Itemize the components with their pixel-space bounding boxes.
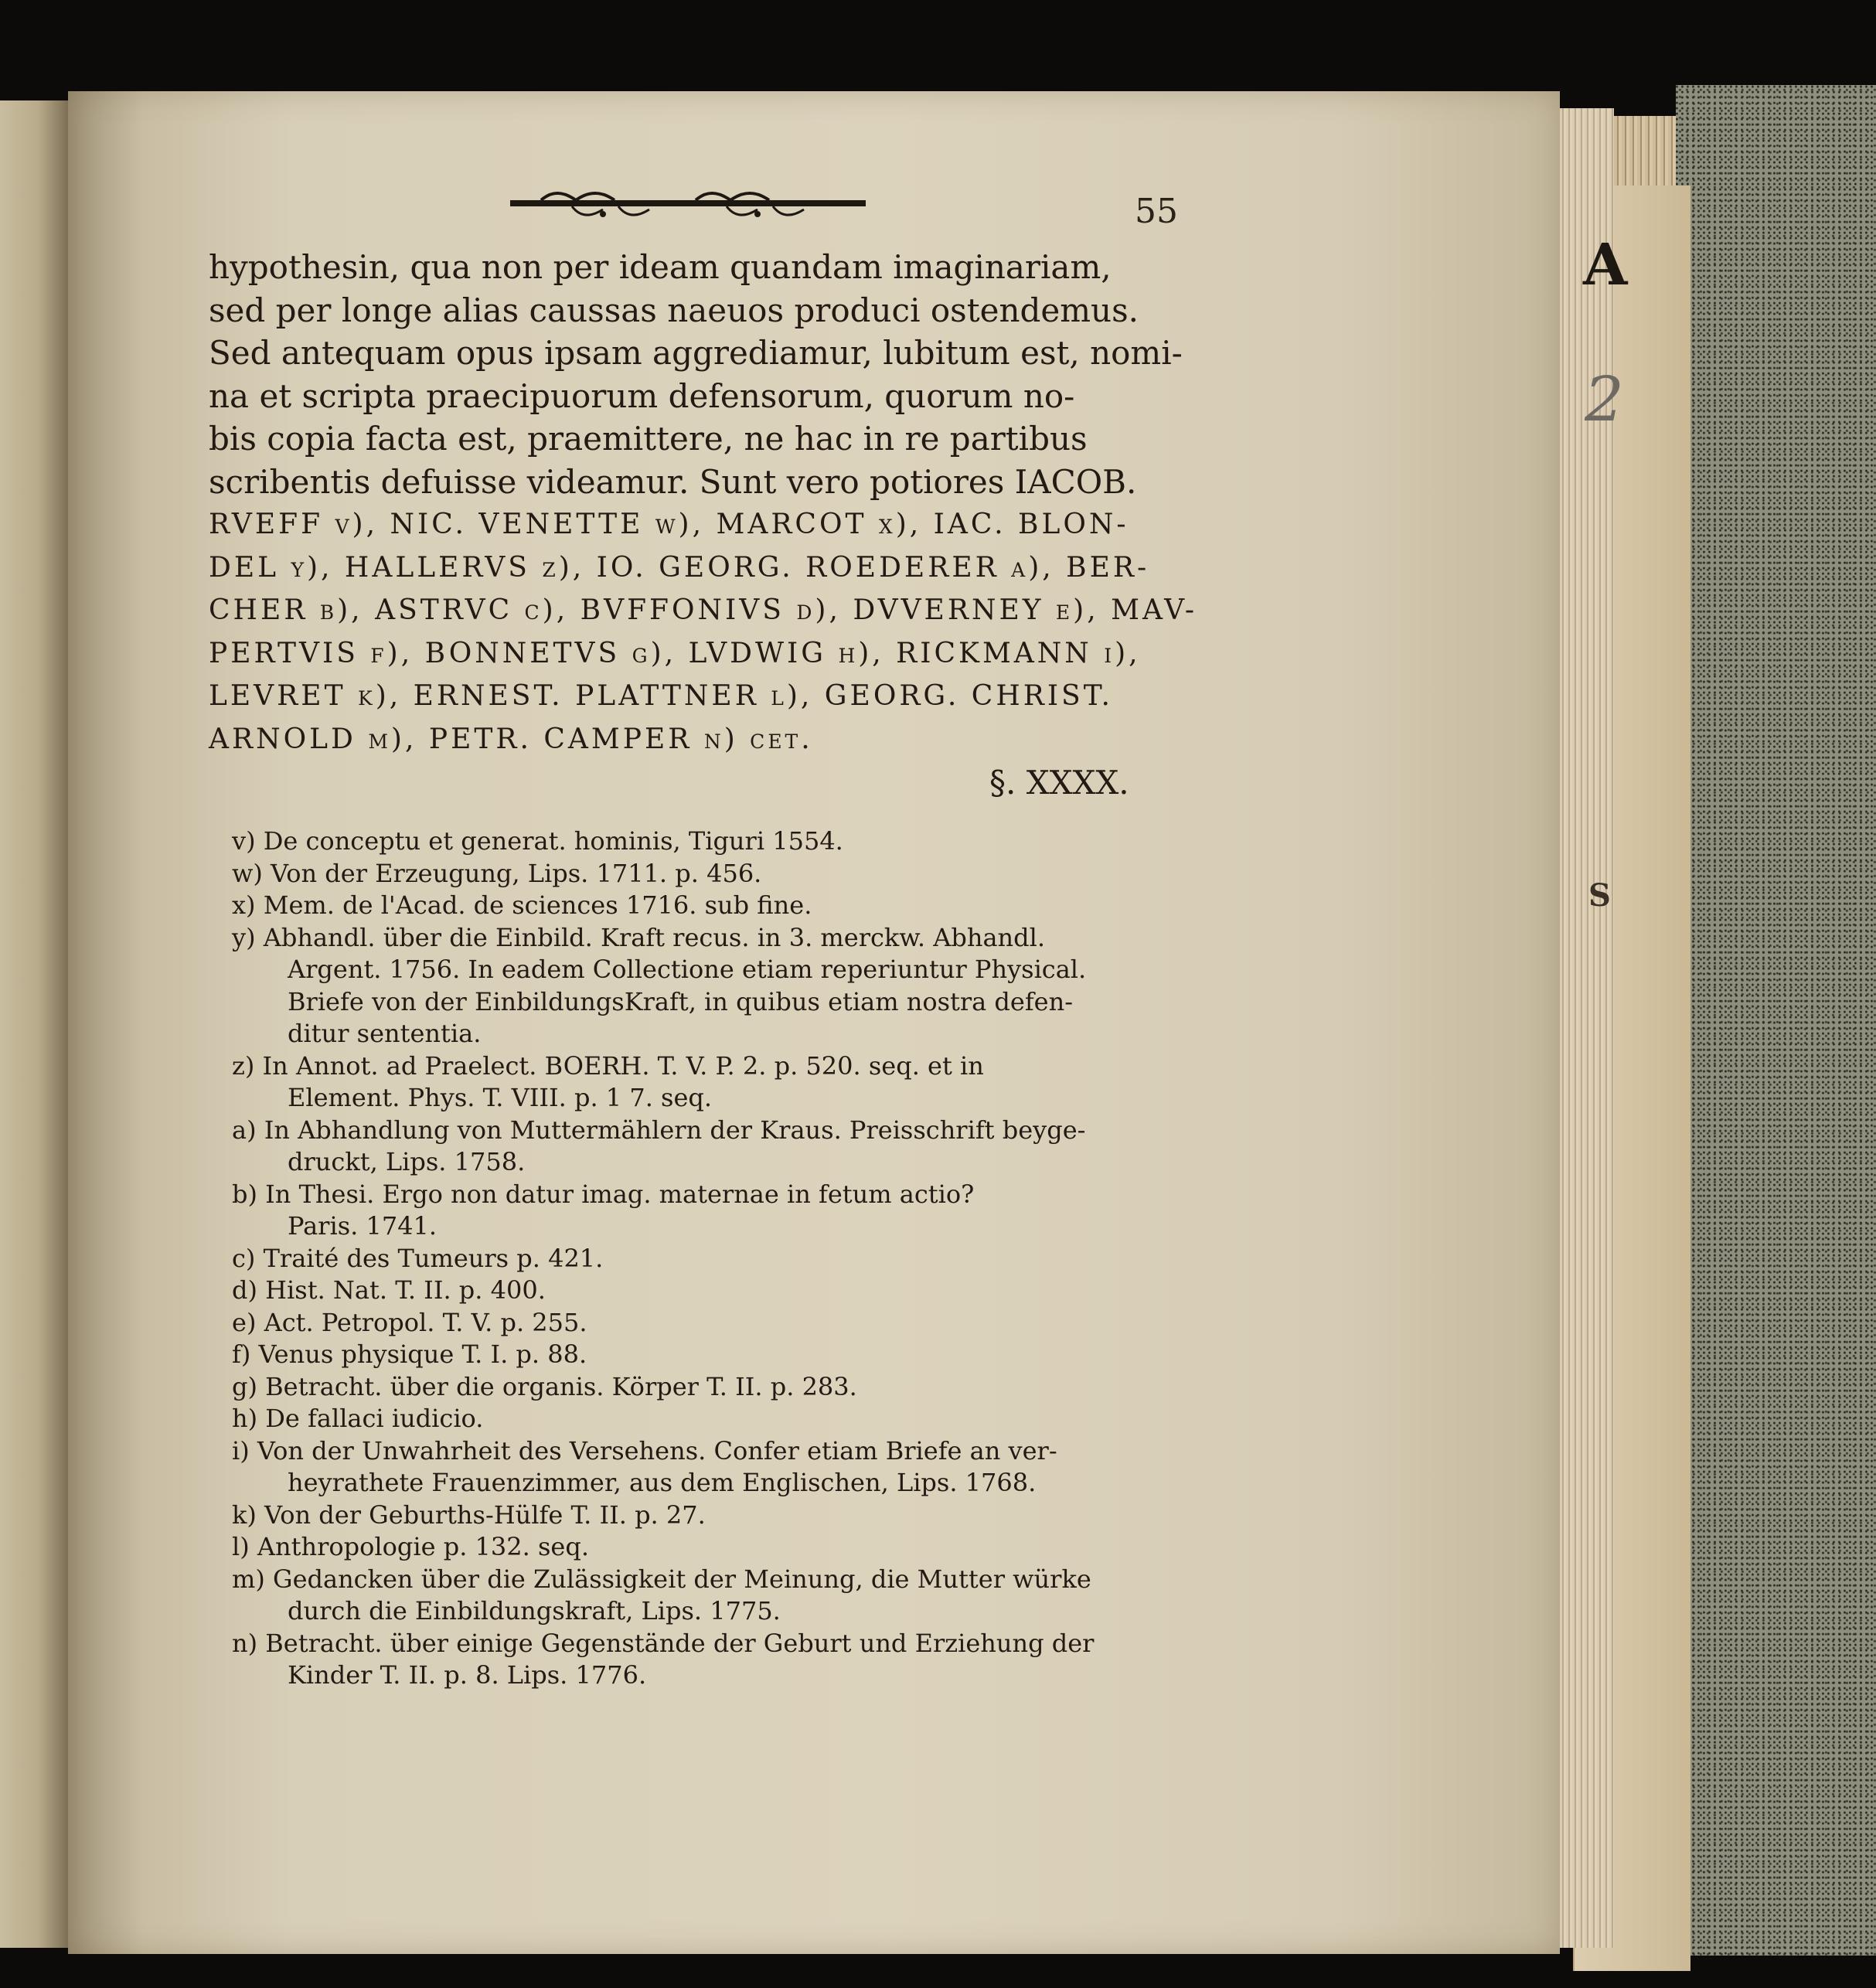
footnote-line: f) Venus physique T. I. p. 88. — [232, 1340, 587, 1369]
footnote-line: v) De conceptu et generat. hominis, Tiguri 1554. — [232, 826, 843, 856]
footnote-line: l) Anthropologie p. 132. seq. — [232, 1532, 589, 1561]
footnote-line: w) Von der Erzeugung, Lips. 1711. p. 456. — [232, 858, 762, 888]
footnote-line: c) Traité des Tumeurs p. 421. — [232, 1243, 604, 1273]
marbled-cover — [1676, 85, 1876, 1956]
page-number: 55 — [1135, 192, 1178, 231]
footnote-line: a) In Abhandlung von Muttermählern der Kraus. Preisschrift beyge- — [232, 1115, 1086, 1145]
footnote-line: g) Betracht. über die organis. Körper T. II. p. 283. — [232, 1371, 857, 1401]
body-line: ARNOLD m), PETR. CAMPER n) cet. — [209, 723, 813, 755]
body-line: hypothesin, qua non per ideam quandam imaginariam, — [209, 248, 1112, 286]
footnote-line: e) Act. Petropol. T. V. p. 255. — [232, 1307, 587, 1337]
footnote-line: x) Mem. de l'Acad. de sciences 1716. sub fine. — [232, 890, 812, 920]
footnote-line: Argent. 1756. In eadem Collectione etiam reperiuntur Physical. — [288, 955, 1087, 984]
body-line: DEL y), HALLERVS z), IO. GEORG. ROEDERER a), BER- — [209, 551, 1150, 584]
footnote-line: k) Von der Geburths-Hülfe T. II. p. 27. — [232, 1500, 706, 1530]
footnote-line: i) Von der Unwahrheit des Versehens. Confer etiam Briefe an ver- — [232, 1435, 1057, 1465]
body-line: CHER b), ASTRVC c), BVFFONIVS d), DVVERNEY e), MAV- — [209, 594, 1198, 626]
footnote-line: heyrathete Frauenzimmer, aus dem Englischen, Lips. 1768. — [288, 1468, 1037, 1497]
footnote-line: m) Gedancken über die Zulässigkeit der Meinung, die Mutter würke — [232, 1564, 1091, 1594]
tab-lower-letter: S — [1588, 877, 1611, 914]
body-line: scribentis defuisse videamur. Sunt vero potiores IACOB. — [209, 462, 1137, 501]
footnote-line: d) Hist. Nat. T. II. p. 400. — [232, 1275, 546, 1305]
left-page-edge — [0, 100, 70, 1948]
footnote-line: n) Betracht. über einige Gegenstände der Geburt und Erziehung der — [232, 1628, 1095, 1658]
footnote-line: b) In Thesi. Ergo non datur imag. maternae in fetum actio? — [232, 1179, 975, 1209]
footnote-line: ditur sententia. — [288, 1019, 482, 1048]
tab-handwritten-number: 2 — [1585, 363, 1624, 435]
footnotes — [232, 825, 1198, 1692]
body-line: PERTVIS f), BONNETVS g), LVDWIG h), RICKMANN i), — [209, 637, 1141, 669]
body-line: sed per longe alias caussas naeuos produci ostendemus. — [209, 291, 1139, 329]
body-line: bis copia facta est, praemittere, ne hac in re partibus — [209, 420, 1088, 458]
footnote-line: druckt, Lips. 1758. — [288, 1147, 526, 1176]
body-line: RVEFF v), NIC. VENETTE w), MARCOT x), IAC. BLON- — [209, 509, 1129, 540]
section-heading: §. XXXX. — [989, 764, 1129, 802]
footnote-line: Kinder T. II. p. 8. Lips. 1776. — [288, 1660, 647, 1690]
tab-letter: A — [1583, 232, 1628, 298]
body-line: LEVRET k), ERNEST. PLATTNER l), GEORG. CHRIST. — [209, 680, 1113, 712]
footnote-line: Element. Phys. T. VIII. p. 1 7. seq. — [288, 1083, 713, 1112]
body-line: Sed antequam opus ipsam aggrediamur, lubitum est, nomi- — [209, 334, 1183, 372]
footnote-line: Paris. 1741. — [288, 1211, 438, 1241]
footnote-line: Briefe von der EinbildungsKraft, in quibus etiam nostra defen- — [288, 986, 1074, 1016]
footnote-line: durch die Einbildungskraft, Lips. 1775. — [288, 1596, 781, 1625]
header-ornament-icon — [495, 182, 881, 228]
footnote-line: h) De fallaci iudicio. — [232, 1404, 484, 1433]
footnote-line: y) Abhandl. über die Einbild. Kraft recus. in 3. merckw. Abhandl. — [232, 922, 1046, 952]
body-line: na et scripta praecipuorum defensorum, quorum no- — [209, 376, 1075, 415]
footnote-line: z) In Annot. ad Praelect. BOERH. T. V. P. 2. p. 520. seq. et in — [232, 1050, 984, 1081]
body-paragraph — [209, 246, 1198, 761]
